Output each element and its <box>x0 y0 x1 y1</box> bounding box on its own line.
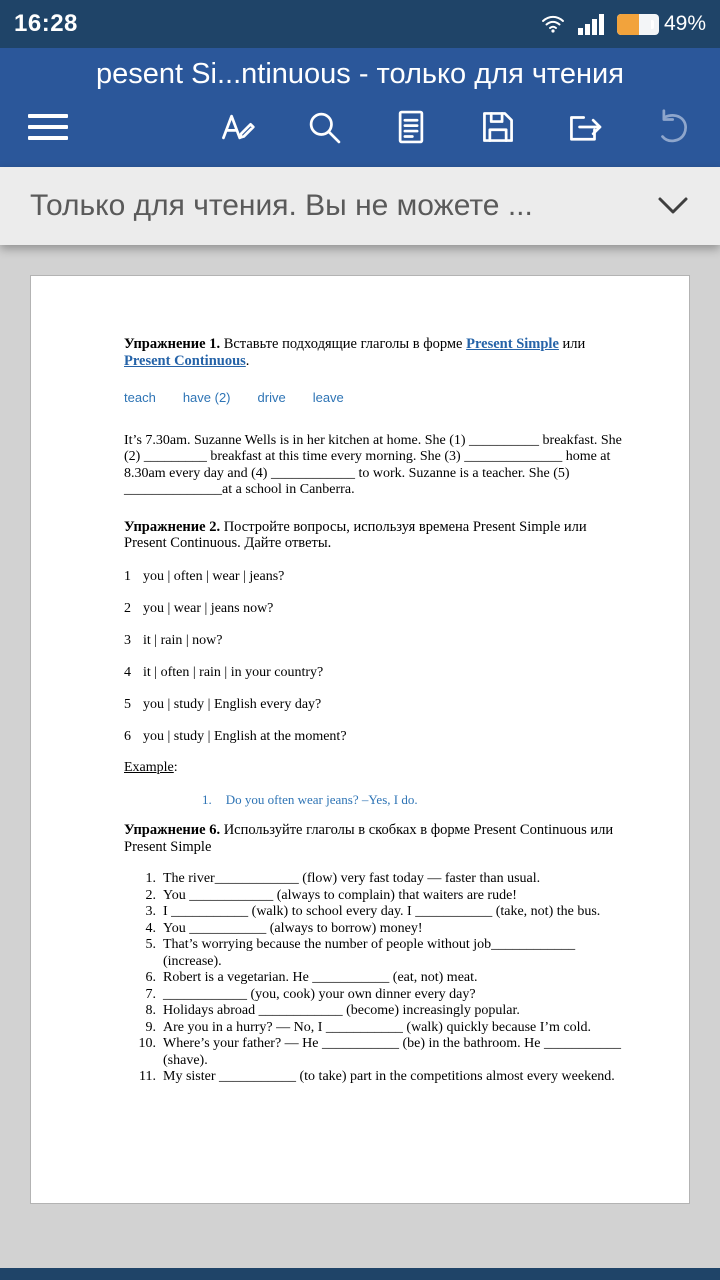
list-item: 2 you | wear | jeans now? <box>124 600 274 616</box>
list-item: 11. My sister ___________ (to take) part in the competitions almost every weekend. <box>139 1069 615 1084</box>
read-only-banner[interactable] <box>0 167 720 245</box>
toolbar <box>0 97 720 167</box>
document-viewport[interactable] <box>0 245 720 1268</box>
battery-percent: 49% <box>663 12 706 35</box>
exercise1-paragraph: It’s 7.30am. Suzanne Wells is in her kitchen at home. She (1) __________ breakfast. She (2) _________ breakfast at this time every morning. She (3) ______________ home at 8.30am every day and (4) ____________ to work. Suzanne is a teacher. She (5) ______________at a school in Canberra. <box>124 432 622 497</box>
exercise2-list <box>124 569 637 746</box>
exercise1-heading: Упражнение 1. Вставьте подходящие глаголы в форме Present Simple или Present Continuous. <box>124 336 586 369</box>
link-present-continuous[interactable]: Present Continuous <box>124 352 246 369</box>
undo-icon <box>652 107 692 147</box>
word-bank-item: drive <box>257 390 286 405</box>
share-icon[interactable] <box>565 107 605 147</box>
search-icon[interactable] <box>304 107 344 147</box>
word-bank-item: teach <box>124 390 156 405</box>
document-title: pesent Si...ntinuous - только для чтения <box>96 58 624 90</box>
list-item: 4 it | often | rain | in your country? <box>124 664 324 680</box>
font-edit-icon[interactable] <box>217 107 257 147</box>
list-item: 1. The river____________ (flow) very fast today — faster than usual. <box>145 871 541 886</box>
list-item: 3. I ___________ (walk) to school every day. I ___________ (take, not) the bus. <box>145 904 601 919</box>
list-item: 4. You ___________ (always to borrow) money! <box>145 920 423 936</box>
list-item: 7. ____________ (you, cook) your own dinner every day? <box>145 986 476 1002</box>
list-item: 9. Are you in a hurry? — No, I ___________ (walk) quickly because I’m cold. <box>145 1019 592 1035</box>
exercise2-number: Упражнение 2. <box>124 518 221 535</box>
exercise2-heading: Упражнение 2. Постройте вопросы, используя времена Present Simple или Present Continuous. Дайте ответы. <box>124 518 587 551</box>
word-bank <box>124 390 637 407</box>
list-item: 8. Holidays abroad ____________ (become) increasingly popular. <box>145 1003 520 1018</box>
example-item: 1. Do you often wear jeans? –Yes, I do. <box>202 791 418 807</box>
chevron-down-icon[interactable] <box>656 195 690 217</box>
list-item: 3 it | rain | now? <box>124 632 223 648</box>
read-view-icon[interactable] <box>391 107 431 147</box>
bottom-bar <box>0 1268 720 1280</box>
signal-icon <box>577 12 607 36</box>
list-item: 1 you | often | wear | jeans? <box>124 568 285 584</box>
exercise6-number: Упражнение 6. <box>124 822 221 838</box>
word-bank-item: leave <box>312 390 344 405</box>
status-bar <box>0 0 720 48</box>
menu-icon[interactable] <box>28 114 68 140</box>
list-item: 5. That’s worrying because the number of people without job____________ (increase). <box>145 937 576 969</box>
example-label: Example: <box>124 760 178 775</box>
word-bank-item: have (2) <box>182 390 231 405</box>
document-page <box>30 275 690 1204</box>
list-item: 5 you | study | English every day? <box>124 696 322 712</box>
save-icon[interactable] <box>478 107 518 147</box>
battery-icon <box>617 14 654 35</box>
list-item: 10. Where’s your father? — He ___________ (be) in the bathroom. He ___________ (shave). <box>138 1036 621 1068</box>
list-item: 6 you | study | English at the moment? <box>124 728 347 744</box>
app-header <box>0 48 720 167</box>
clock: 16:28 <box>14 10 78 37</box>
read-only-message: Только для чтения. Вы не можете ... <box>30 189 533 222</box>
list-item: 6. Robert is a vegetarian. He ___________ (eat, not) meat. <box>145 970 478 985</box>
exercise6-heading: Упражнение 6. Используйте глаголы в скобках в форме Present Continuous или Present Simple <box>124 822 614 855</box>
wifi-icon <box>539 12 567 36</box>
exercise6-list <box>124 871 637 1086</box>
exercise1-number: Упражнение 1. <box>124 336 221 352</box>
list-item: 2. You ____________ (always to complain) that waiters are rude! <box>145 887 517 903</box>
link-present-simple[interactable]: Present Simple <box>466 336 559 352</box>
